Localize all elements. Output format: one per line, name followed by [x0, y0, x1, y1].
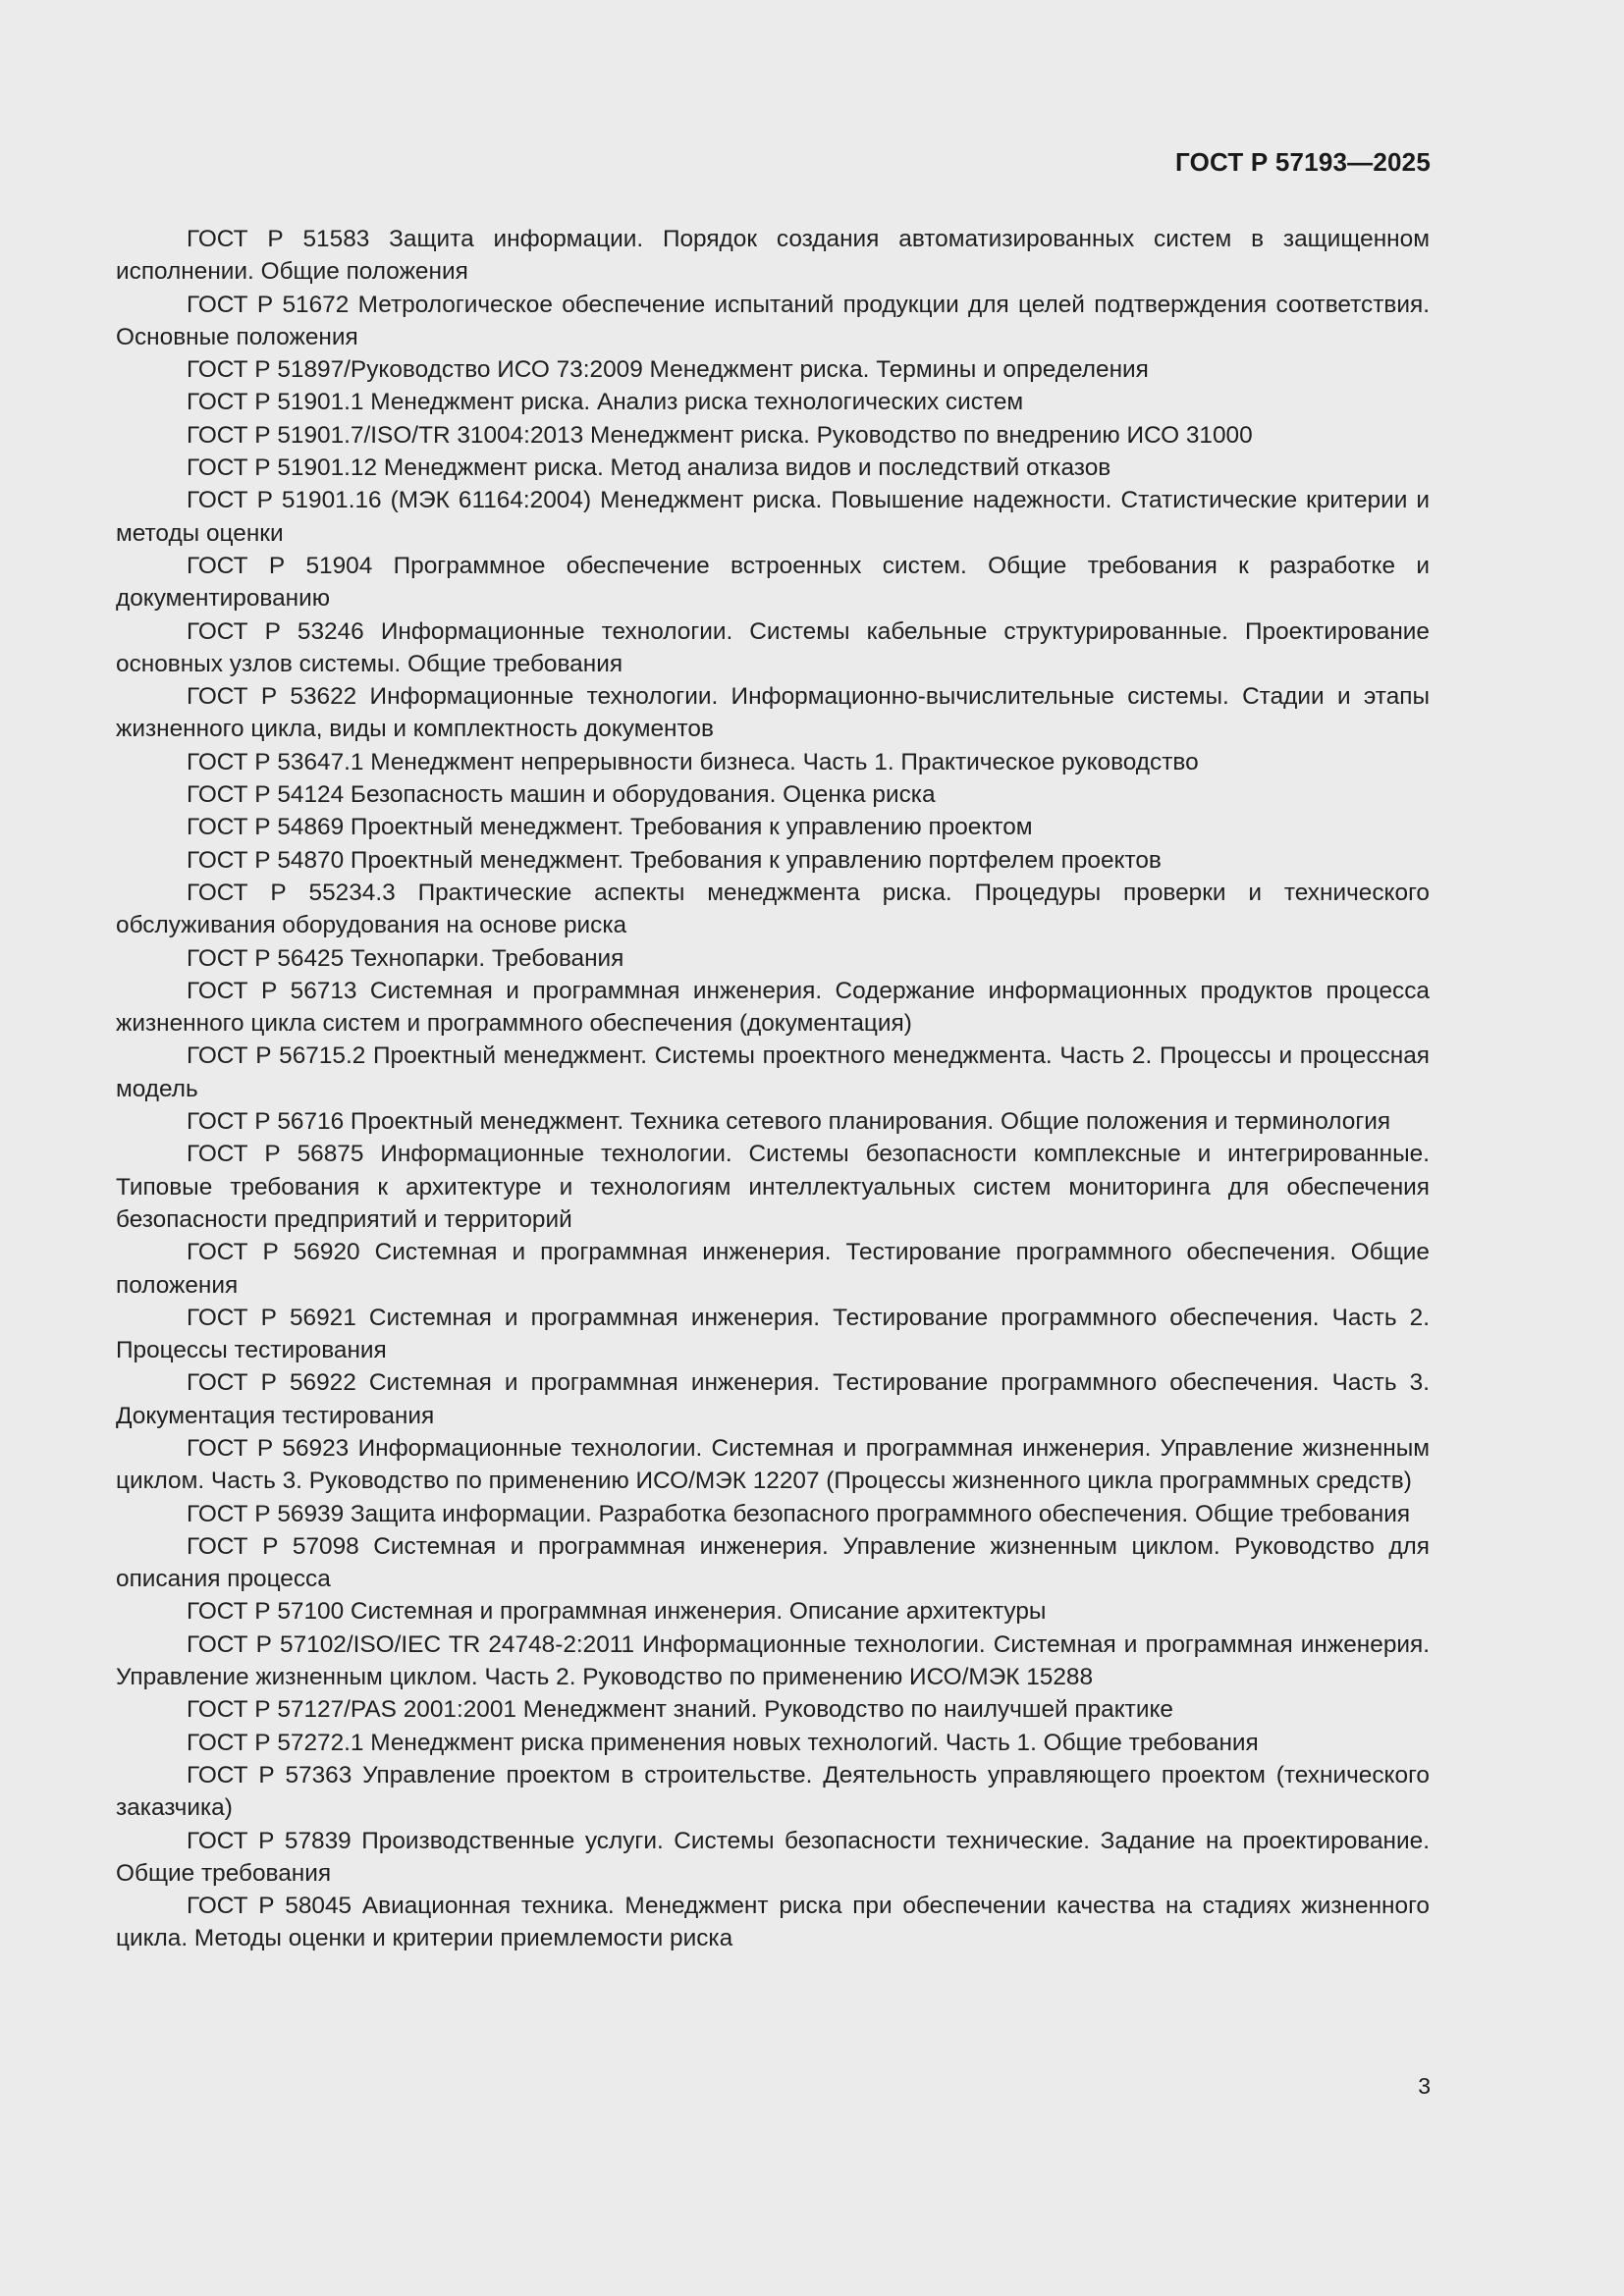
- reference-item: ГОСТ Р 51901.16 (МЭК 61164:2004) Менеджмент риска. Повышение надежности. Статистические критерии и методы оценки: [116, 487, 1430, 547]
- reference-item: ГОСТ Р 54869 Проектный менеджмент. Требования к управлению проектом: [187, 814, 1033, 841]
- reference-item: ГОСТ Р 53622 Информационные технологии. Информационно-вычислительные системы. Стадии и этапы жизненного цикла, виды и комплектность документов: [116, 683, 1430, 743]
- page-number: 3: [1418, 2073, 1431, 2099]
- reference-item: ГОСТ Р 56875 Информационные технологии. Системы безопасности комплексные и интегрированные. Типовые требования к архитектуре и технологиям интеллектуальных систем мониторинга для обеспечения безопасности предприятий и территорий: [116, 1141, 1430, 1233]
- reference-item: ГОСТ Р 58045 Авиационная техника. Менеджмент риска при обеспечении качества на стадиях жизненного цикла. Методы оценки и критерии приемлемости риска: [116, 1893, 1430, 1952]
- reference-item: ГОСТ Р 53647.1 Менеджмент непрерывности бизнеса. Часть 1. Практическое руководство: [187, 748, 1199, 775]
- reference-item: ГОСТ Р 51901.7/ISO/TR 31004:2013 Менеджмент риска. Руководство по внедрению ИСО 31000: [187, 421, 1253, 449]
- reference-item: ГОСТ Р 51583 Защита информации. Порядок создания автоматизированных систем в защищенном исполнении. Общие положения: [116, 226, 1430, 286]
- reference-item: ГОСТ Р 56921 Системная и программная инженерия. Тестирование программного обеспечения. Часть 2. Процессы тестирования: [116, 1304, 1430, 1364]
- reference-list: [116, 223, 1430, 1955]
- reference-item: ГОСТ Р 56716 Проектный менеджмент. Техника сетевого планирования. Общие положения и терминология: [187, 1108, 1391, 1136]
- reference-item: ГОСТ Р 57272.1 Менеджмент риска применения новых технологий. Часть 1. Общие требования: [187, 1729, 1259, 1756]
- reference-item: ГОСТ Р 56923 Информационные технологии. Системная и программная инженерия. Управление жизненным циклом. Часть 3. Руководство по применению ИСО/МЭК 12207 (Процессы жизненного цикла программных средств): [116, 1434, 1430, 1495]
- reference-item: ГОСТ Р 56425 Технопарки. Требования: [187, 944, 624, 972]
- reference-item: ГОСТ Р 51904 Программное обеспечение встроенных систем. Общие требования к разработке и документированию: [116, 552, 1430, 613]
- reference-item: ГОСТ Р 56920 Системная и программная инженерия. Тестирование программного обеспечения. Общие положения: [116, 1239, 1430, 1299]
- reference-item: ГОСТ Р 56713 Системная и программная инженерия. Содержание информационных продуктов процесса жизненного цикла систем и программного обеспечения (документация): [116, 977, 1430, 1038]
- reference-item: ГОСТ Р 56715.2 Проектный менеджмент. Системы проектного менеджмента. Часть 2. Процессы и процессная модель: [116, 1042, 1430, 1102]
- document-code: ГОСТ Р 57193—2025: [1175, 147, 1431, 177]
- reference-item: ГОСТ Р 54870 Проектный менеджмент. Требования к управлению портфелем проектов: [187, 846, 1162, 874]
- reference-item: ГОСТ Р 51897/Руководство ИСО 73:2009 Менеджмент риска. Термины и определения: [187, 356, 1149, 384]
- reference-item: ГОСТ Р 51901.12 Менеджмент риска. Метод анализа видов и последствий отказов: [187, 454, 1111, 482]
- reference-item: ГОСТ Р 57100 Системная и программная инженерия. Описание архитектуры: [187, 1598, 1047, 1626]
- reference-item: ГОСТ Р 51672 Метрологическое обеспечение испытаний продукции для целей подтверждения соответствия. Основные положения: [116, 291, 1430, 350]
- reference-item: ГОСТ Р 56922 Системная и программная инженерия. Тестирование программного обеспечения. Часть 3. Документация тестирования: [116, 1369, 1430, 1429]
- reference-item: ГОСТ Р 54124 Безопасность машин и оборудования. Оценка риска: [187, 781, 936, 809]
- reference-item: ГОСТ Р 57127/PAS 2001:2001 Менеджмент знаний. Руководство по наилучшей практике: [187, 1696, 1173, 1724]
- reference-item: ГОСТ Р 56939 Защита информации. Разработка безопасного программного обеспечения. Общие требования: [187, 1500, 1411, 1527]
- reference-item: ГОСТ Р 57839 Производственные услуги. Системы безопасности технические. Задание на проектирование. Общие требования: [116, 1827, 1430, 1887]
- reference-item: ГОСТ Р 53246 Информационные технологии. Системы кабельные структурированные. Проектирование основных узлов системы. Общие требования: [116, 617, 1430, 677]
- reference-item: ГОСТ Р 55234.3 Практические аспекты менеджмента риска. Процедуры проверки и технического обслуживания оборудования на основе риска: [116, 879, 1430, 939]
- reference-item: ГОСТ Р 57102/ISO/IEC TR 24748-2:2011 Информационные технологии. Системная и программная инженерия. Управление жизненным циклом. Часть 2. Руководство по применению ИСО/МЭК 15288: [116, 1630, 1430, 1691]
- reference-item: ГОСТ Р 57363 Управление проектом в строительстве. Деятельность управляющего проектом (технического заказчика): [116, 1761, 1430, 1822]
- reference-item: ГОСТ Р 51901.1 Менеджмент риска. Анализ риска технологических систем: [187, 389, 1024, 416]
- reference-item: ГОСТ Р 57098 Системная и программная инженерия. Управление жизненным циклом. Руководство для описания процесса: [116, 1532, 1430, 1593]
